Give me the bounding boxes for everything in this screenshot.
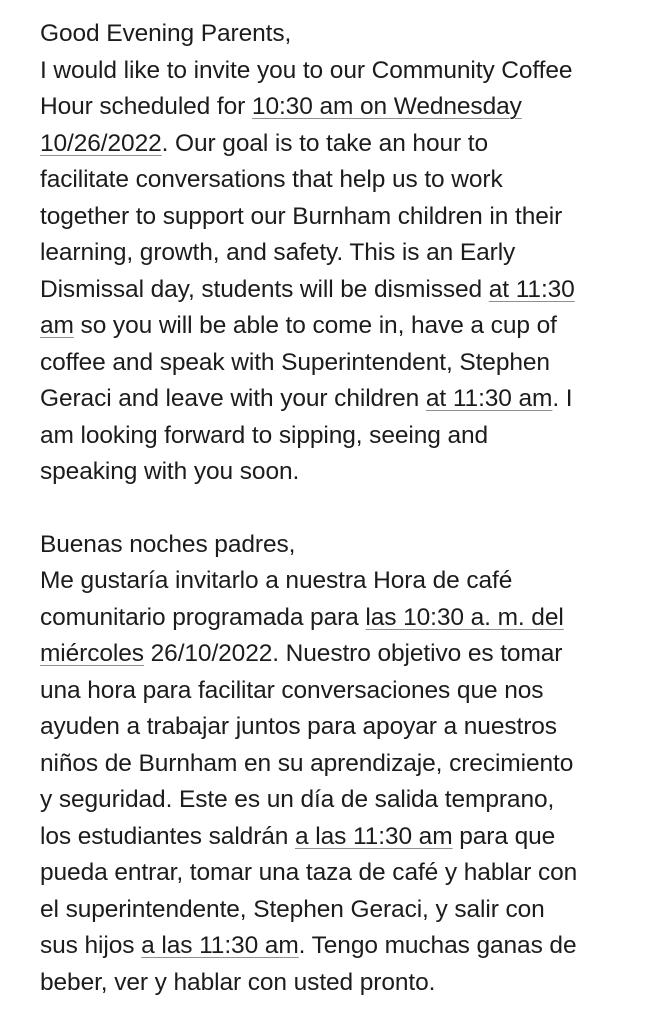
leave-time-link[interactable]: at 11:30 am	[425, 385, 553, 412]
message-line	[40, 600, 635, 637]
message-text: Hour scheduled for	[40, 93, 252, 120]
message-line: I would like to invite you to our Community Coffee	[40, 56, 573, 84]
paragraph-spacer	[40, 491, 635, 527]
event-date-link[interactable]: 10:30 am on Wednesday	[251, 93, 522, 120]
message-line	[40, 381, 635, 418]
message-line: coffee and speak with Superintendent, Stephen	[40, 348, 550, 376]
message-text: Geraci and leave with your children	[40, 385, 426, 412]
message-line	[40, 308, 635, 345]
event-date-link[interactable]: 10/26/2022	[40, 129, 162, 157]
message-line: am looking forward to sipping, seeing and	[40, 421, 489, 449]
message-line: learning, growth, and safety. This is an Early	[40, 239, 516, 266]
message-text: para que	[452, 822, 556, 850]
dismissal-time-link[interactable]: am	[40, 312, 74, 339]
spanish-greeting: Buenas noches padres,	[40, 530, 296, 558]
message-line	[40, 636, 635, 673]
message-text: los estudiantes saldrán	[40, 822, 296, 850]
english-paragraph	[40, 16, 635, 491]
message-line	[40, 89, 635, 126]
message-text: so you will be able to come in, have a cup of	[73, 312, 557, 339]
message-text: Dismissal day, students will be dismissed	[40, 275, 489, 303]
message-line	[40, 126, 635, 163]
message-line: niños de Burnham en su aprendizaje, crecimiento	[40, 749, 574, 777]
message-line: facilitate conversations that help us to work	[40, 166, 503, 193]
spanish-paragraph	[40, 527, 635, 1002]
message-line: speaking with you soon.	[40, 458, 300, 485]
message-line: y seguridad. Este es un día de salida temprano,	[40, 786, 555, 813]
leave-time-link[interactable]: a las 11:30 am	[141, 932, 299, 959]
message-text: . I	[552, 385, 573, 412]
message-text: sus hijos	[40, 932, 142, 959]
dismissal-time-link[interactable]: at 11:30	[488, 275, 575, 303]
message-line: el superintendente, Stephen Geraci, y salir con	[40, 895, 545, 923]
message-line	[40, 819, 635, 856]
message-text: comunitario programada para	[40, 603, 366, 631]
event-date-link[interactable]: las 10:30 a. m. del	[365, 603, 564, 631]
dismissal-time-link[interactable]: a las 11:30 am	[295, 822, 453, 850]
message-text: . Our goal is to take an hour to	[161, 129, 489, 157]
message-line: una hora para facilitar conversaciones que nos	[40, 676, 544, 704]
message-line: beber, ver y hablar con usted pronto.	[40, 968, 436, 996]
message-text: 26/10/2022. Nuestro objetivo es tomar	[143, 640, 563, 667]
message-text: . Tengo muchas ganas de	[298, 932, 577, 959]
message-line: ayuden a trabajar juntos para apoyar a nuestros	[40, 713, 557, 740]
event-date-link[interactable]: miércoles	[40, 640, 144, 667]
message-line: pueda entrar, tomar una taza de café y hablar con	[40, 859, 578, 886]
message-line	[40, 272, 635, 309]
message-line: together to support our Burnham children in their	[40, 202, 563, 230]
english-greeting: Good Evening Parents,	[40, 20, 292, 47]
message-line: Me gustaría invitarlo a nuestra Hora de café	[40, 567, 513, 594]
message-line	[40, 928, 635, 965]
